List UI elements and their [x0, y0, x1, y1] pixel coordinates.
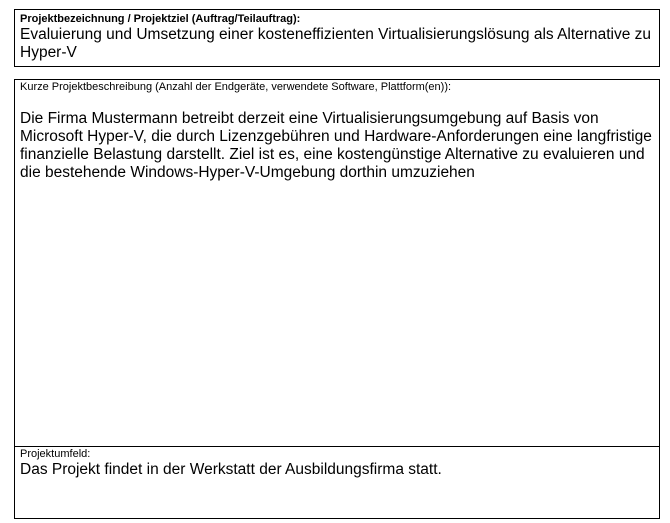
project-description-text: Die Firma Mustermann betreibt derzeit eine Virtualisierungsumgebung auf Basis von Microsoft Hyper-V, die durch Lizenzgebühren und Hardware-Anforderungen eine langfristige finanzielle Belastung darstellt. Ziel ist es, eine kostengünstige Alternative zu evaluieren und die bestehende Windows-Hyper-V-Umgebung dorthin umzuziehen: [20, 110, 652, 181]
project-title-label: Projektbezeichnung / Projektziel (Auftrag/Teilauftrag):: [20, 13, 301, 25]
project-environment-text: Das Projekt findet in der Werkstatt der Ausbildungsfirma statt.: [20, 461, 442, 478]
project-title-text: Evaluierung und Umsetzung einer kosteneffizienten Virtualisierungslösung als Alternative zu Hyper-V: [20, 26, 651, 61]
project-title-section: [14, 9, 660, 67]
project-description-label: Kurze Projektbeschreibung (Anzahl der Endgeräte, verwendete Software, Plattform(en)):: [20, 81, 452, 93]
project-description-section: [14, 79, 660, 447]
project-environment-label: Projektumfeld:: [20, 448, 91, 460]
project-environment-section: [14, 446, 660, 519]
